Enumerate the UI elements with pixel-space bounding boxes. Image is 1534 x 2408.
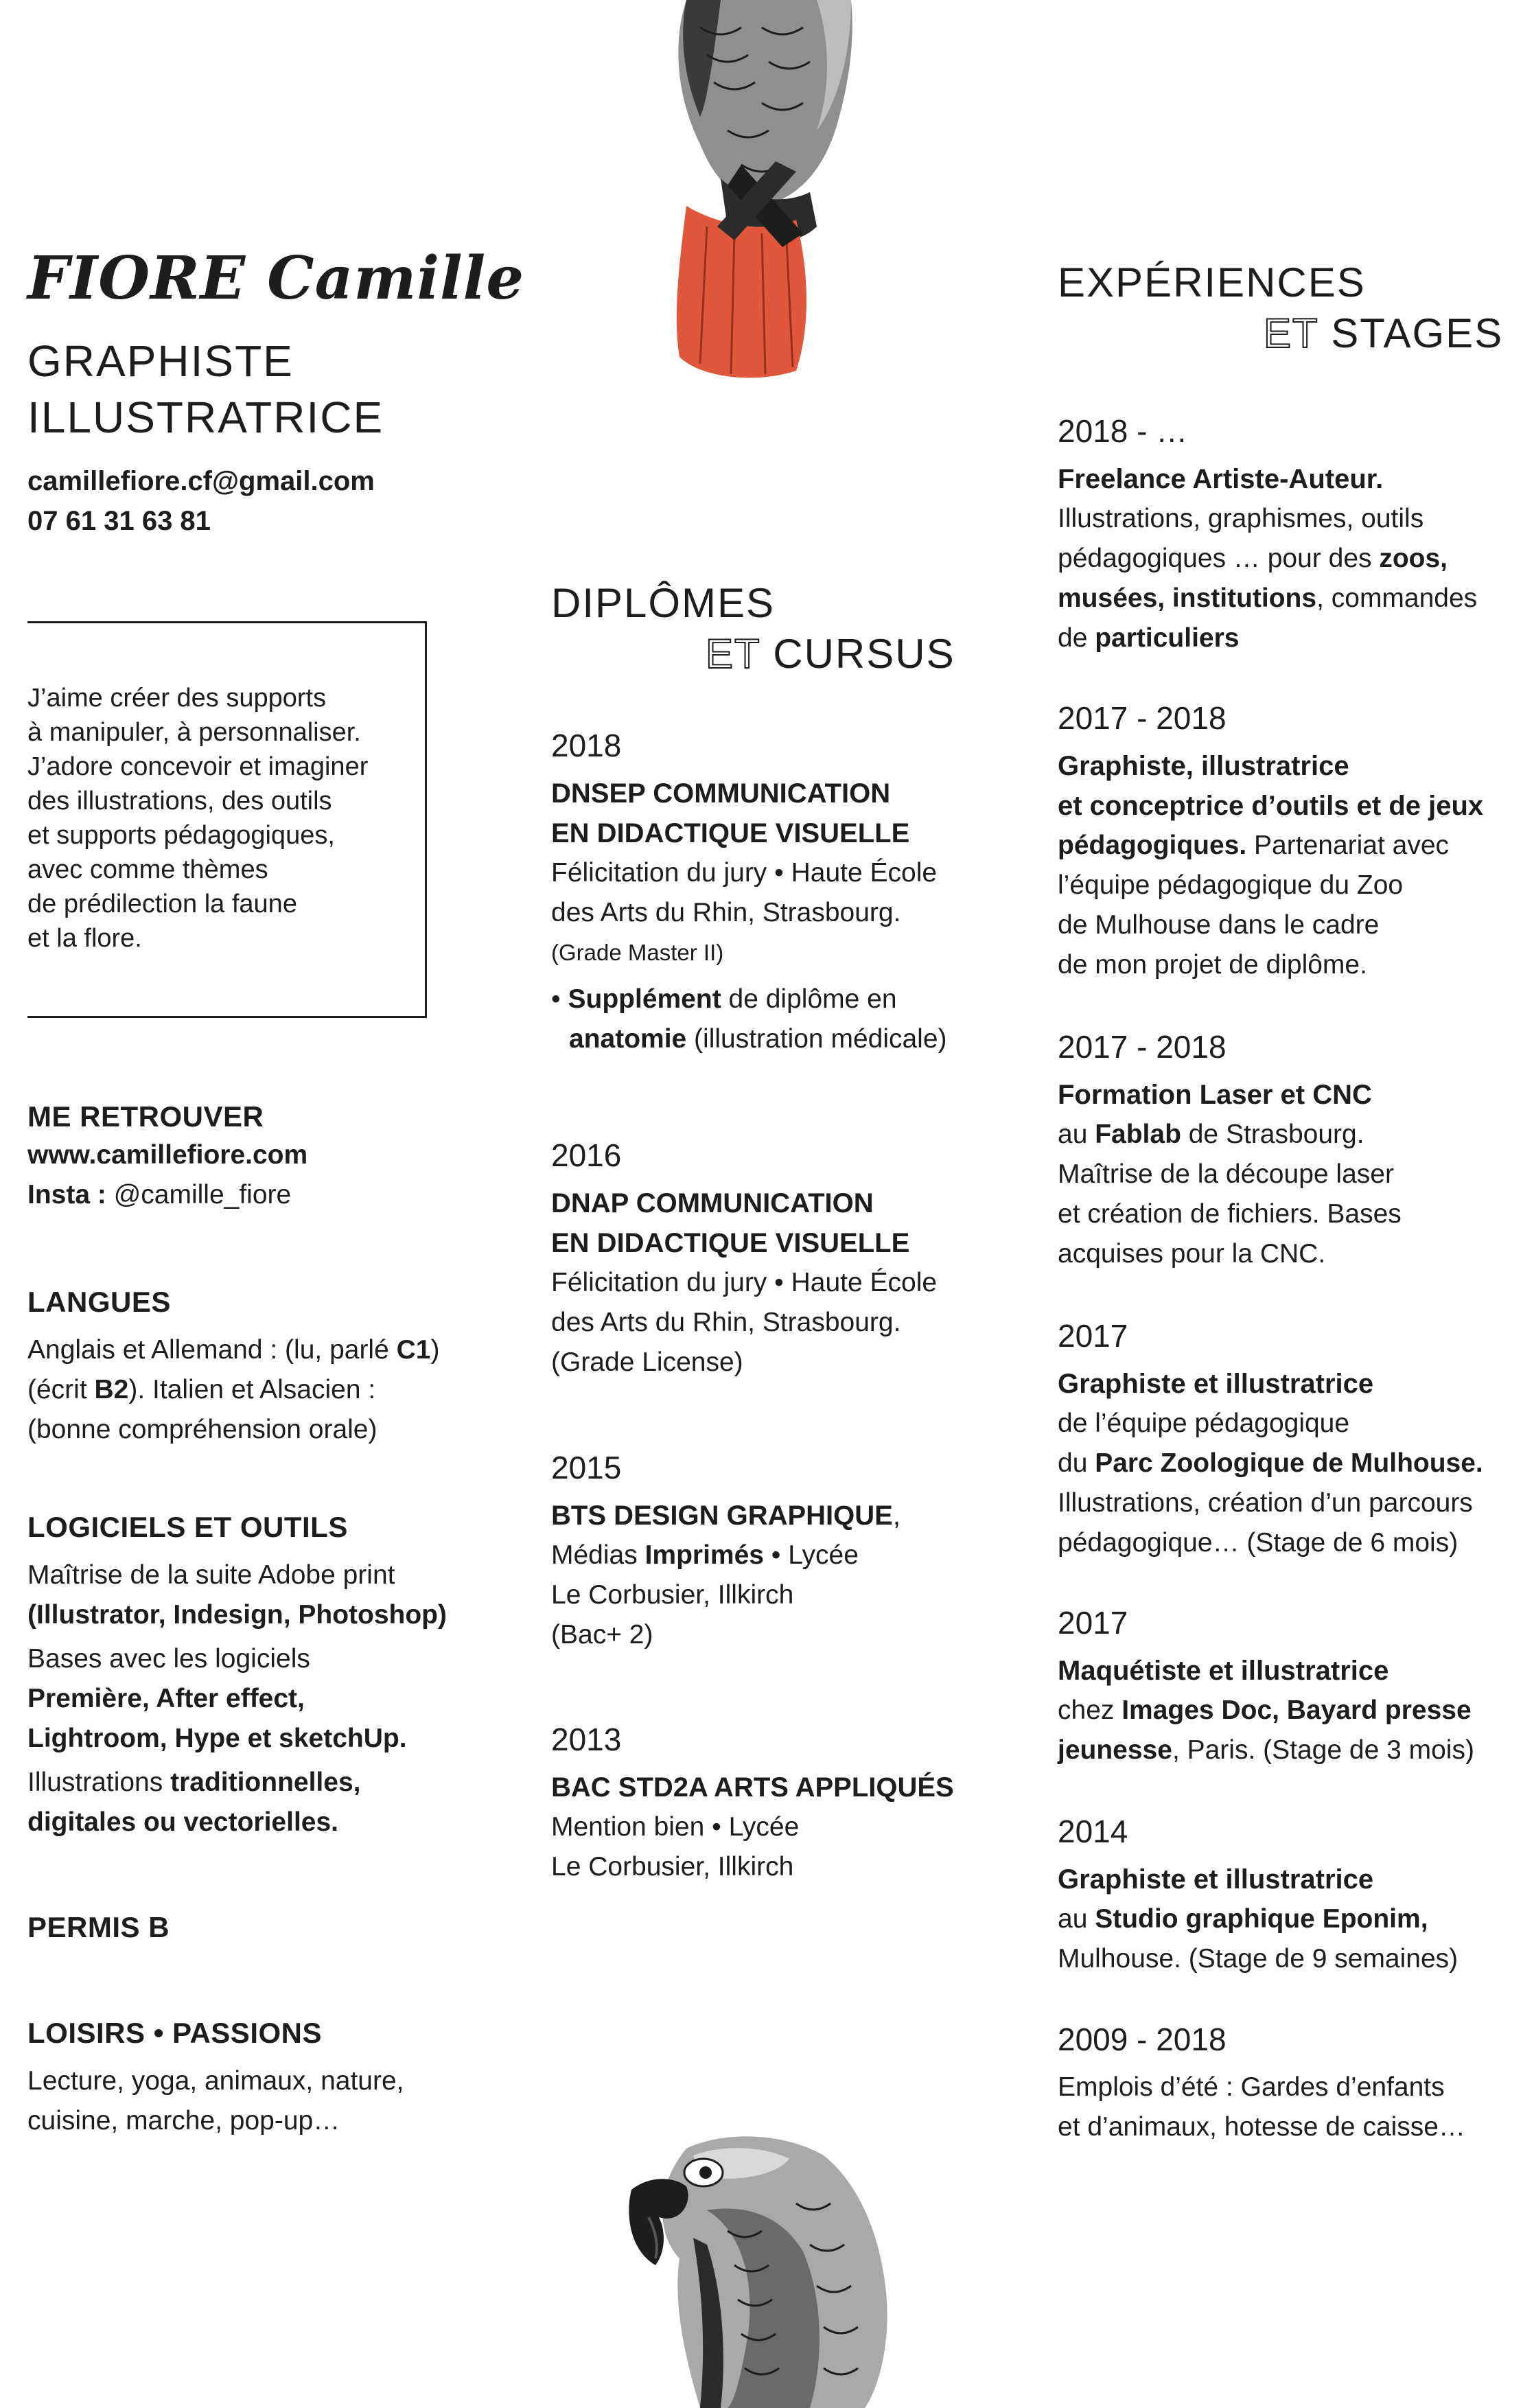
contact-info	[27, 461, 375, 541]
experience-detail: Illustrations, création d’un parcours	[1058, 1488, 1473, 1518]
hobbies-section	[27, 2015, 467, 2141]
detail-bold: Imprimés	[644, 1540, 764, 1570]
driving-license: PERMIS B	[27, 1911, 170, 1943]
diploma-title: DNSEP COMMUNICATION	[551, 778, 891, 809]
experience-year: 2014	[1058, 1814, 1128, 1849]
about-line: et la flore.	[27, 924, 142, 953]
parrot-top-illustration	[659, 0, 906, 384]
lang-level: B2	[94, 1375, 129, 1404]
diploma-entry-2013	[551, 1718, 977, 1887]
about-line: de prédilection la faune	[27, 890, 297, 918]
job-title-line2: ILLUSTRATRICE	[27, 393, 384, 442]
software-line: Première, After effect,	[27, 1684, 305, 1713]
diploma-detail: Félicitation du jury • Haute École	[551, 1268, 938, 1297]
phone-number: 07 61 31 63 81	[27, 506, 211, 536]
diploma-grade: (Grade License)	[551, 1347, 743, 1377]
experience-year: 2017 - 2018	[1058, 1029, 1227, 1065]
diploma-year: 2016	[551, 1137, 622, 1173]
diploma-entry-2018	[551, 724, 977, 1059]
diplomas-heading-line2	[551, 629, 977, 680]
diploma-detail	[551, 1536, 977, 1575]
detail-bold: Fablab	[1095, 1120, 1181, 1149]
diploma-detail: Le Corbusier, Illkirch	[551, 1580, 794, 1610]
detail-text: , Paris. (Stage de 3 mois)	[1172, 1735, 1474, 1765]
supplement-text: de diplôme en	[721, 984, 897, 1014]
parrot-bottom-illustration	[618, 2128, 906, 2408]
experience-title: Formation Laser et CNC	[1058, 1080, 1372, 1110]
experience-entry	[1058, 1601, 1524, 1770]
diploma-title-line	[551, 1496, 977, 1536]
heading-word: STAGES	[1318, 310, 1504, 356]
languages-section	[27, 1284, 467, 1450]
heading-outline-word: ET	[706, 631, 760, 677]
heading-outline-word: ET	[1264, 310, 1318, 356]
experience-title: Graphiste et illustratrice	[1058, 1369, 1374, 1399]
experience-year: 2017 - 2018	[1058, 700, 1227, 736]
detail-bold: particuliers	[1095, 623, 1240, 653]
software-line	[27, 1763, 467, 1803]
software-line: Maîtrise de la suite Adobe print	[27, 1560, 395, 1590]
experience-year: 2017	[1058, 1605, 1128, 1641]
experiences-heading-line1: EXPÉRIENCES	[1058, 259, 1366, 305]
diploma-detail: (Bac+ 2)	[551, 1620, 653, 1649]
detail-text: pédagogiques … pour des	[1058, 544, 1380, 573]
experience-entry	[1058, 410, 1524, 658]
lang-text: (écrit	[27, 1375, 95, 1404]
diploma-detail: Mention bien • Lycée	[551, 1812, 800, 1842]
software-text: Illustrations	[27, 1768, 171, 1797]
hobbies-title: LOISIRS • PASSIONS	[27, 2017, 322, 2049]
diploma-supplement	[551, 980, 977, 1019]
experience-detail: de mon projet de diplôme.	[1058, 950, 1367, 980]
experiences-heading	[1058, 257, 1524, 359]
supplement-text: (illustration médicale)	[686, 1024, 947, 1054]
experience-title: et conceptrice d’outils et de jeux	[1058, 791, 1484, 821]
languages-line	[27, 1330, 467, 1370]
diploma-detail: des Arts du Rhin, Strasbourg.	[551, 898, 901, 927]
email-link[interactable]: camillefiore.cf@gmail.com	[27, 466, 375, 496]
experience-detail	[1058, 826, 1524, 866]
detail-text: • Lycée	[763, 1540, 859, 1570]
diploma-title: EN DIDACTIQUE VISUELLE	[551, 818, 910, 848]
heading-word: CURSUS	[760, 631, 955, 677]
experience-detail: Maîtrise de la découpe laser	[1058, 1159, 1394, 1189]
experience-detail	[1058, 579, 1524, 618]
diploma-supplement	[551, 1019, 977, 1059]
detail-bold: musées, institutions	[1058, 583, 1317, 613]
experience-detail: l’équipe pédagogique du Zoo	[1058, 870, 1404, 900]
diploma-detail: Félicitation du jury • Haute École	[551, 858, 938, 888]
diploma-title: DNAP COMMUNICATION	[551, 1188, 874, 1218]
experience-detail	[1058, 618, 1524, 658]
software-line: digitales ou vectorielles.	[27, 1807, 338, 1837]
about-line: à manipuler, à personnaliser.	[27, 718, 361, 747]
find-me-section	[27, 1098, 467, 1215]
about-line: et supports pédagogiques,	[27, 821, 335, 850]
detail-text: au	[1058, 1904, 1095, 1934]
diploma-year: 2015	[551, 1450, 622, 1485]
software-line: Lightroom, Hype et sketchUp.	[27, 1724, 407, 1753]
experience-entry	[1058, 1315, 1524, 1563]
about-line: J’aime créer des supports	[27, 684, 327, 713]
diploma-title: BAC STD2A ARTS APPLIQUÉS	[551, 1772, 954, 1803]
experience-detail: Illustrations, graphismes, outils	[1058, 504, 1424, 533]
experience-detail: et création de fichiers. Bases	[1058, 1199, 1402, 1229]
supplement-bold: anatomie	[569, 1024, 687, 1054]
diploma-detail: des Arts du Rhin, Strasbourg.	[551, 1308, 901, 1337]
detail-text: Médias	[551, 1540, 645, 1570]
lang-text: )	[430, 1335, 440, 1365]
job-title-line1: GRAPHISTE	[27, 336, 294, 386]
diplomas-heading	[551, 578, 977, 680]
detail-bold: Studio graphique Eponim,	[1095, 1904, 1428, 1934]
diploma-title: EN DIDACTIQUE VISUELLE	[551, 1228, 910, 1258]
experience-detail	[1058, 1444, 1524, 1483]
hobbies-line: Lecture, yoga, animaux, nature,	[27, 2066, 404, 2096]
experience-detail: Mulhouse. (Stage de 9 semaines)	[1058, 1944, 1459, 1973]
experience-detail: pédagogique… (Stage de 6 mois)	[1058, 1528, 1459, 1558]
instagram-label: Insta :	[27, 1180, 106, 1209]
diploma-detail: Le Corbusier, Illkirch	[551, 1852, 794, 1882]
experience-detail: Emplois d’été : Gardes d’enfants	[1058, 2072, 1445, 2102]
experience-title: Maquétiste et illustratrice	[1058, 1656, 1389, 1686]
diploma-year: 2013	[551, 1722, 622, 1757]
software-line: Bases avec les logiciels	[27, 1644, 310, 1674]
detail-bold: Parc Zoologique de Mulhouse.	[1095, 1448, 1483, 1478]
instagram-handle[interactable]: @camille_fiore	[106, 1180, 292, 1209]
detail-text: de Strasbourg.	[1181, 1120, 1364, 1149]
diploma-year: 2018	[551, 728, 622, 763]
detail-bold: jeunesse	[1058, 1735, 1172, 1765]
experience-detail: acquises pour la CNC.	[1058, 1239, 1326, 1269]
experience-detail	[1058, 1115, 1524, 1155]
experience-year: 2018 - …	[1058, 413, 1188, 449]
experience-detail	[1058, 1691, 1524, 1730]
lang-text: Anglais et Allemand : (lu, parlé	[27, 1335, 397, 1365]
experience-detail	[1058, 1899, 1524, 1939]
experience-detail	[1058, 1730, 1524, 1770]
languages-line: (bonne compréhension orale)	[27, 1415, 377, 1444]
languages-line	[27, 1370, 467, 1410]
instagram-line	[27, 1175, 467, 1215]
detail-text: chez	[1058, 1695, 1122, 1725]
lang-level: C1	[396, 1335, 431, 1365]
experience-year: 2017	[1058, 1318, 1128, 1354]
website-link[interactable]: www.camillefiore.com	[27, 1140, 308, 1170]
detail-bold: zoos,	[1379, 544, 1448, 573]
experience-detail	[1058, 539, 1524, 579]
supplement-bold: Supplément	[568, 984, 721, 1014]
about-text	[27, 681, 419, 956]
detail-text: au	[1058, 1120, 1095, 1149]
experience-detail: et d’animaux, hotesse de caisse…	[1058, 2112, 1465, 2142]
diploma-title: BTS DESIGN GRAPHIQUE	[551, 1501, 893, 1531]
detail-text: Partenariat avec	[1246, 831, 1450, 860]
diploma-title-suffix: ,	[892, 1501, 900, 1531]
experience-title: Graphiste, illustratrice	[1058, 751, 1349, 781]
detail-text: du	[1058, 1448, 1095, 1478]
job-title	[27, 333, 384, 445]
diploma-entry-2016	[551, 1134, 977, 1382]
about-line: J’adore concevoir et imaginer	[27, 752, 369, 781]
experience-entry	[1058, 2018, 1524, 2147]
experiences-heading-line2	[1058, 308, 1524, 359]
experience-entry	[1058, 1810, 1524, 1979]
experience-title: Freelance Artiste-Auteur.	[1058, 464, 1384, 494]
about-line: avec comme thèmes	[27, 855, 268, 884]
detail-bold: pédagogiques.	[1058, 831, 1247, 860]
experience-detail: de l’équipe pédagogique	[1058, 1409, 1350, 1438]
experience-title: Graphiste et illustratrice	[1058, 1864, 1374, 1895]
detail-bold: Images Doc, Bayard presse	[1122, 1695, 1472, 1725]
bullet: •	[551, 984, 568, 1014]
diploma-entry-2015	[551, 1446, 977, 1655]
detail-text: , commandes	[1316, 583, 1478, 613]
find-me-title: ME RETROUVER	[27, 1100, 264, 1133]
diplomas-heading-line1: DIPLÔMES	[551, 580, 776, 626]
detail-text: de	[1058, 623, 1095, 653]
languages-title: LANGUES	[27, 1286, 171, 1318]
experience-entry	[1058, 1026, 1524, 1274]
experience-detail: de Mulhouse dans le cadre	[1058, 910, 1380, 940]
diploma-grade: (Grade Master II)	[551, 940, 724, 965]
person-name: FIORE Camille	[27, 244, 525, 313]
experience-entry	[1058, 697, 1524, 985]
experience-year: 2009 - 2018	[1058, 2022, 1227, 2057]
hobbies-line: cuisine, marche, pop-up…	[27, 2106, 340, 2135]
software-line: (Illustrator, Indesign, Photoshop)	[27, 1600, 447, 1630]
lang-text: ). Italien et Alsacien :	[128, 1375, 376, 1404]
software-title: LOGICIELS ET OUTILS	[27, 1511, 348, 1543]
about-line: des illustrations, des outils	[27, 787, 332, 815]
software-text-bold: traditionnelles,	[170, 1768, 361, 1797]
software-section	[27, 1509, 467, 1842]
